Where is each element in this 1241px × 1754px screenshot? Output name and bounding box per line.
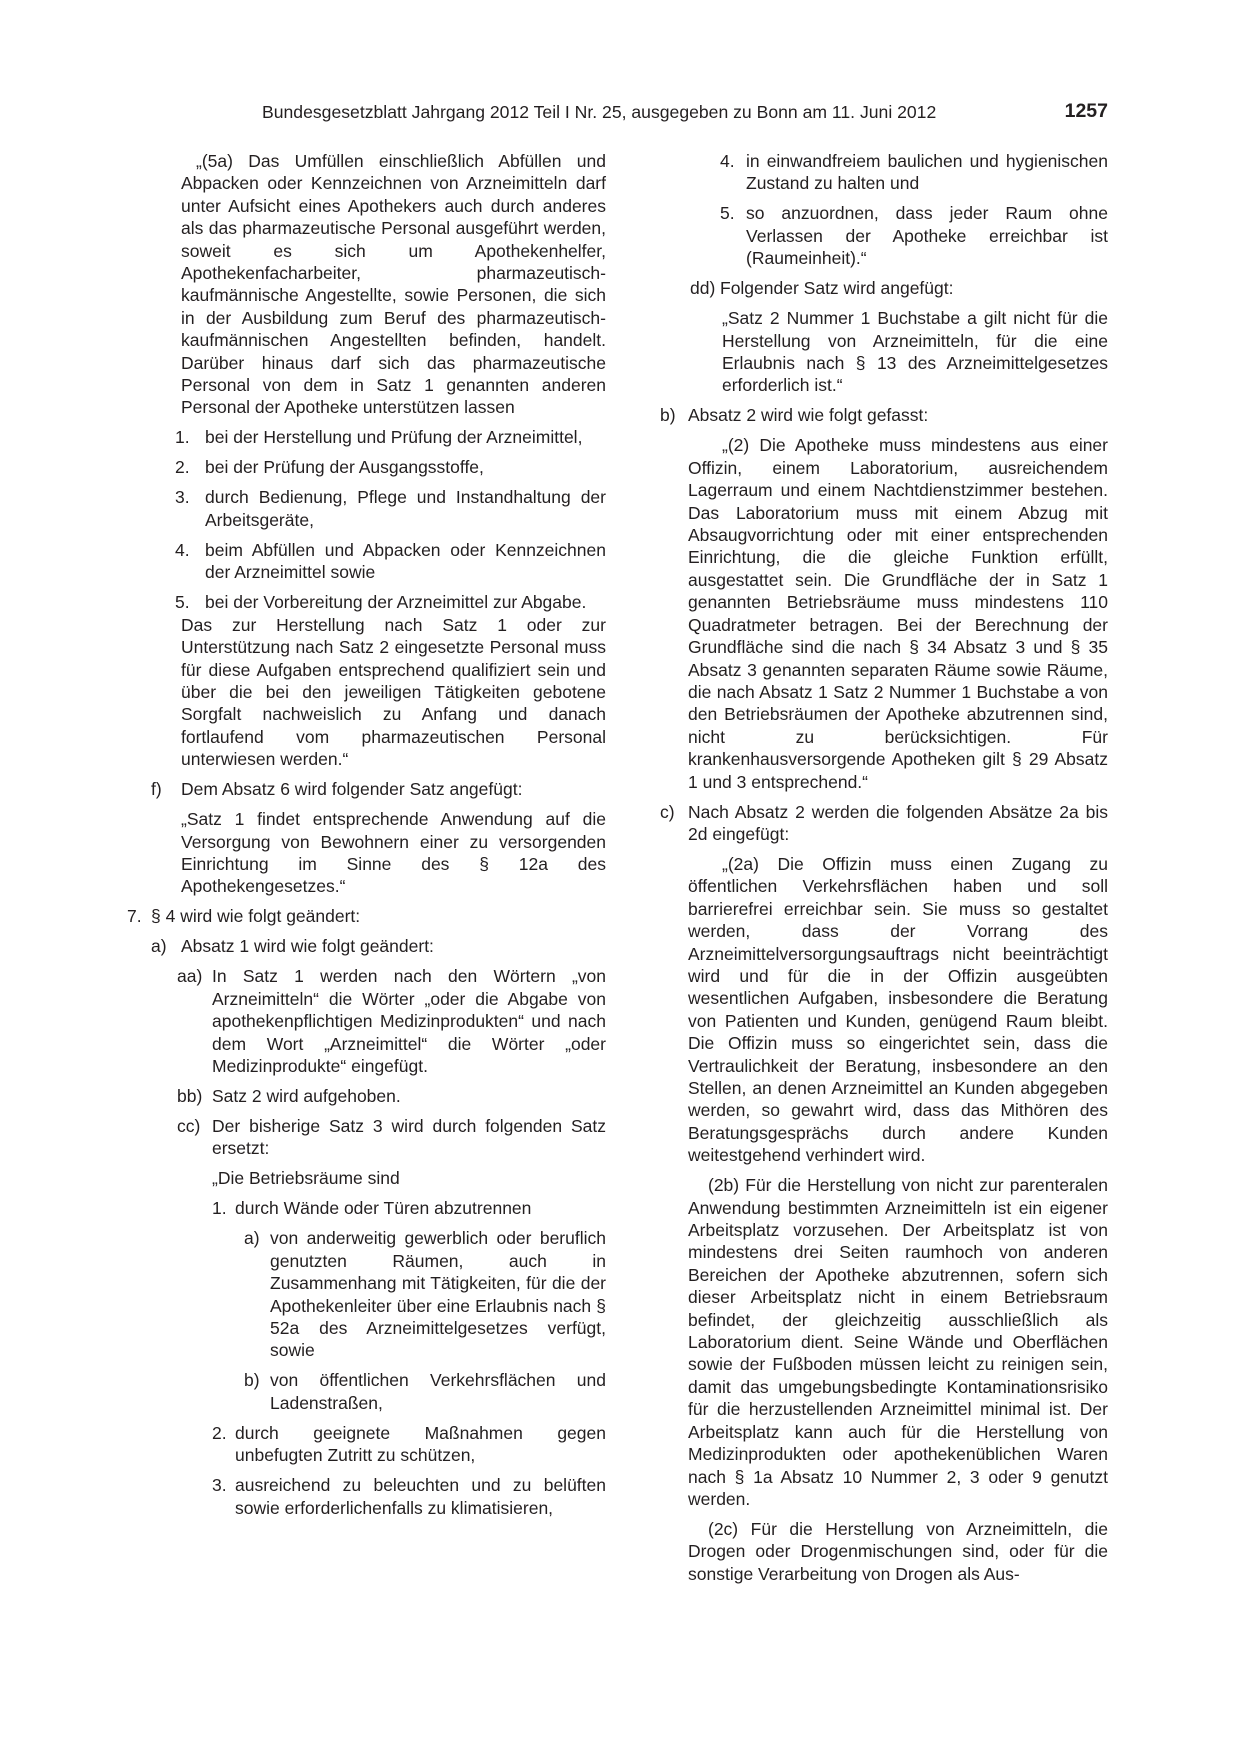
list-item [660,150,1108,195]
list-1 [127,426,606,613]
item-f-text: Dem Absatz 6 wird folgender Satz angefügt: [181,779,523,800]
list-item [127,1474,606,1519]
item-a-text: Absatz 1 wird wie folgt geändert: [181,936,434,957]
list-item [127,539,606,584]
list-item-number: 4. [175,539,190,560]
list-item-text: durch Bedienung, Pflege und Instandhaltung der Arbeitsgeräte, [205,487,606,530]
list-item [127,426,606,448]
item-b-label: b) [660,405,676,426]
list-item-number: 2. [175,457,190,478]
item-aa-text: In Satz 1 werden nach den Wörtern „von Arzneimitteln“ die Wörter „oder die Abgabe von apothekenpflichtigen Medizinprodukten“ und nach dem Wort „Arzneimittel“ die Wörter „oder Medizinprodukte“ eingefügt. [212,966,606,1076]
item-7-label: 7. [127,906,142,927]
item-cc [127,1115,606,1160]
paragraph-2a: „(2a) Die Offizin muss einen Zugang zu öffentlichen Verkehrsflächen haben und soll barrierefrei erreichbar sein. Sie muss so gestaltet werden, dass der Vorrang des Arzneimittelversorgungsauftrags nicht beeinträchtigt wird und für die in der Offizin ausgeübten wesentlichen Aufgaben, insbesondere die Beratung von Patienten und Kunden, genügend Raum bleibt. Die Offizin muss so eingerichtet sein, dass die Vertraulichkeit der Beratung, insbesondere an den Stellen, an denen Arzneimittel an Kunden abgegeben werden, so gewahrt wird, dass das Mithören des Beratungsgesprächs durch andere Kunden weitestgehend verhindert wird. [688,853,1108,1166]
list-item [127,1369,606,1414]
list-item [127,456,606,478]
list-item-number: 3. [175,487,190,508]
list-item-text: bei der Prüfung der Ausgangsstoffe, [205,457,484,478]
quote-b: „(2) Die Apotheke muss mindestens aus einer Offizin, einem Laboratorium, ausreichendem Lagerraum und einem Nachtdienstzimmer bestehen. Das Laboratorium muss mit einem Abzug mit Absaugvorrichtung oder mit einer entsprechenden Einrichtung, die die gleiche Funktion erfüllt, ausgestattet sein. Die Grundfläche der in Satz 1 genannten Betriebsräume muss mindestens 110 Quadratmeter betragen. Bei der Berechnung der Grundfläche sind die nach § 34 Absatz 3 und § 35 Absatz 3 genannten separaten Räume sowie Räume, die nach Absatz 1 Satz 2 Nummer 1 Buchstabe a von den Betriebsräumen der Apotheke abzutrennen sind, nicht zu berücksichtigen. Für krankenhausversorgende Apotheken gilt § 29 Absatz 1 und 3 entsprechend.“ [688,435,1108,792]
page-number: 1257 [1064,100,1108,122]
list-item [660,202,1108,269]
right-column [660,150,1108,1585]
item-c [660,801,1108,846]
item-cc-text: Der bisherige Satz 3 wird durch folgenden Satz ersetzt: [212,1115,606,1159]
page-header [262,100,1108,128]
list-item-text: durch geeignete Maßnahmen gegen unbefugten Zutritt zu schützen, [235,1422,606,1466]
item-dd-text: Folgender Satz wird angefügt: [720,278,954,299]
list-item-number: 5. [175,592,190,613]
paragraph-2c: (2c) Für die Herstellung von Arzneimitteln, die Drogen oder Drogenmischungen sind, oder für die sonstige Verarbeitung von Drogen als Aus- [688,1518,1108,1584]
list-item-letter: a) [244,1228,260,1249]
item-bb [127,1085,606,1107]
paragraph-2b: (2b) Für die Herstellung von nicht zur parenteralen Anwendung bestimmten Arzneimitteln ist ein eigener Arbeitsplatz vorzusehen. Der Arbeitsplatz ist von mindestens drei Seiten raumhoch von anderen Bereichen der Apotheke abzutrennen, sofern sich dieser Arbeitsplatz nicht in einem Betriebsraum befindet, der gleichzeitig ausschließlich als Laboratorium dient. Seine Wände und Oberflächen sowie der Fußboden müssen leicht zu reinigen sein, damit das umgebungsbedingte Kontaminationsrisiko für die herzustellenden Arzneimittel minimal ist. Der Arbeitsplatz kann auch für die Herstellung von Medizinprodukten oder apothekenüblichen Waren nach § 1a Absatz 10 Nummer 2, 3 oder 9 genutzt werden. [688,1175,1108,1509]
item-cc-label: cc) [177,1115,201,1136]
list-item [127,486,606,531]
item-7 [127,905,606,927]
item-c-text: Nach Absatz 2 werden die folgenden Absätze 2a bis 2d eingefügt: [688,801,1108,844]
list-item-number: 5. [720,203,735,224]
list-item-text: bei der Herstellung und Prüfung der Arzneimittel, [205,427,583,448]
item-bb-text: Satz 2 wird aufgehoben. [212,1085,401,1106]
list-item-letter: b) [244,1370,260,1391]
list-item-number: 3. [212,1475,227,1496]
list-item-text: durch Wände oder Türen abzutrennen [235,1198,532,1219]
list-item-number: 1. [212,1198,227,1219]
quote-dd: „Satz 2 Nummer 1 Buchstabe a gilt nicht für die Herstellung von Arzneimitteln, für die eine Erlaubnis nach § 13 des Arzneimittelgesetzes erforderlich ist.“ [722,308,1108,396]
item-dd [660,277,1108,299]
item-c-label: c) [660,801,675,822]
list-item-text: von anderweitig gewerblich oder beruflich genutzten Räumen, auch in Zusammenhang mit Tätigkeiten, für die der Apothekenleiter über eine Erlaubnis nach § 52a des Arzneimittelgesetzes verfügt, sowie [270,1228,606,1361]
item-aa [127,965,606,1077]
list-item [127,1422,606,1467]
list-item-text: ausreichend zu beleuchten und zu belüften sowie erforderlichenfalls zu klimatisieren, [235,1475,606,1518]
item-f [127,778,606,800]
list-item-number: 1. [175,427,190,448]
list-item [127,1197,606,1219]
paragraph-5a: „(5a) Das Umfüllen einschließlich Abfüllen und Abpacken oder Kennzeichnen von Arzneimitteln darf unter Aufsicht eines Apothekers auch durch anderes als das pharmazeutische Personal ausgeführt werden, soweit es sich um Apothekenhelfer, Apothekenfacharbeiter, pharmazeutisch-kaufmännische Angestellte, sowie Personen, die sich in der Ausbildung zum Beruf des pharmazeutisch-kaufmännischen Angestellten befinden, handelt. Darüber hinaus darf sich das pharmazeutische Personal von dem in Satz 1 genannten anderen Personal der Apotheke unterstützen lassen [181,151,606,418]
list-item [127,591,606,613]
list-item-text: so anzuordnen, dass jeder Raum ohne Verlassen der Apotheke erreichbar ist (Raumeinheit).“ [746,203,1108,269]
item-bb-label: bb) [177,1085,203,1106]
quote-cc: „Die Betriebsräume sind [212,1168,400,1189]
list-item-text: in einwandfreiem baulichen und hygienischen Zustand zu halten und [746,151,1108,194]
left-column [127,150,606,1519]
quote-f: „Satz 1 findet entsprechende Anwendung auf die Versorgung von Bewohnern einer zu versorgenden Einrichtung im Sinne des § 12a des Apothekengesetzes.“ [181,809,606,897]
item-7-text: § 4 wird wie folgt geändert: [151,906,361,927]
paragraph-personal: Das zur Herstellung nach Satz 1 oder zur Unterstützung nach Satz 2 eingesetzte Personal muss für diese Aufgaben entsprechend qualifiziert sein und über die bei den jeweiligen Tätigkeiten gebotene Sorgfalt nachweislich zu Anfang und danach fortlaufend vom pharmazeutischen Personal unterwiesen werden.“ [181,614,606,770]
header-title: Bundesgesetzblatt Jahrgang 2012 Teil I Nr. 25, ausgegeben zu Bonn am 11. Juni 2012 [262,102,937,122]
item-a-label: a) [151,936,167,957]
list-item [127,1227,606,1361]
item-f-label: f) [151,779,162,800]
item-a [127,935,606,957]
list-item-text: von öffentlichen Verkehrsflächen und Ladenstraßen, [270,1370,606,1413]
item-b-text: Absatz 2 wird wie folgt gefasst: [688,405,929,426]
list-item-text: bei der Vorbereitung der Arzneimittel zur Abgabe. [205,592,587,613]
list-item-number: 4. [720,151,735,171]
item-b [660,404,1108,426]
list-item-number: 2. [212,1422,227,1443]
list-item-text: beim Abfüllen und Abpacken oder Kennzeichnen der Arzneimittel sowie [205,539,606,583]
item-aa-label: aa) [177,966,203,987]
item-dd-label: dd) [690,278,716,299]
